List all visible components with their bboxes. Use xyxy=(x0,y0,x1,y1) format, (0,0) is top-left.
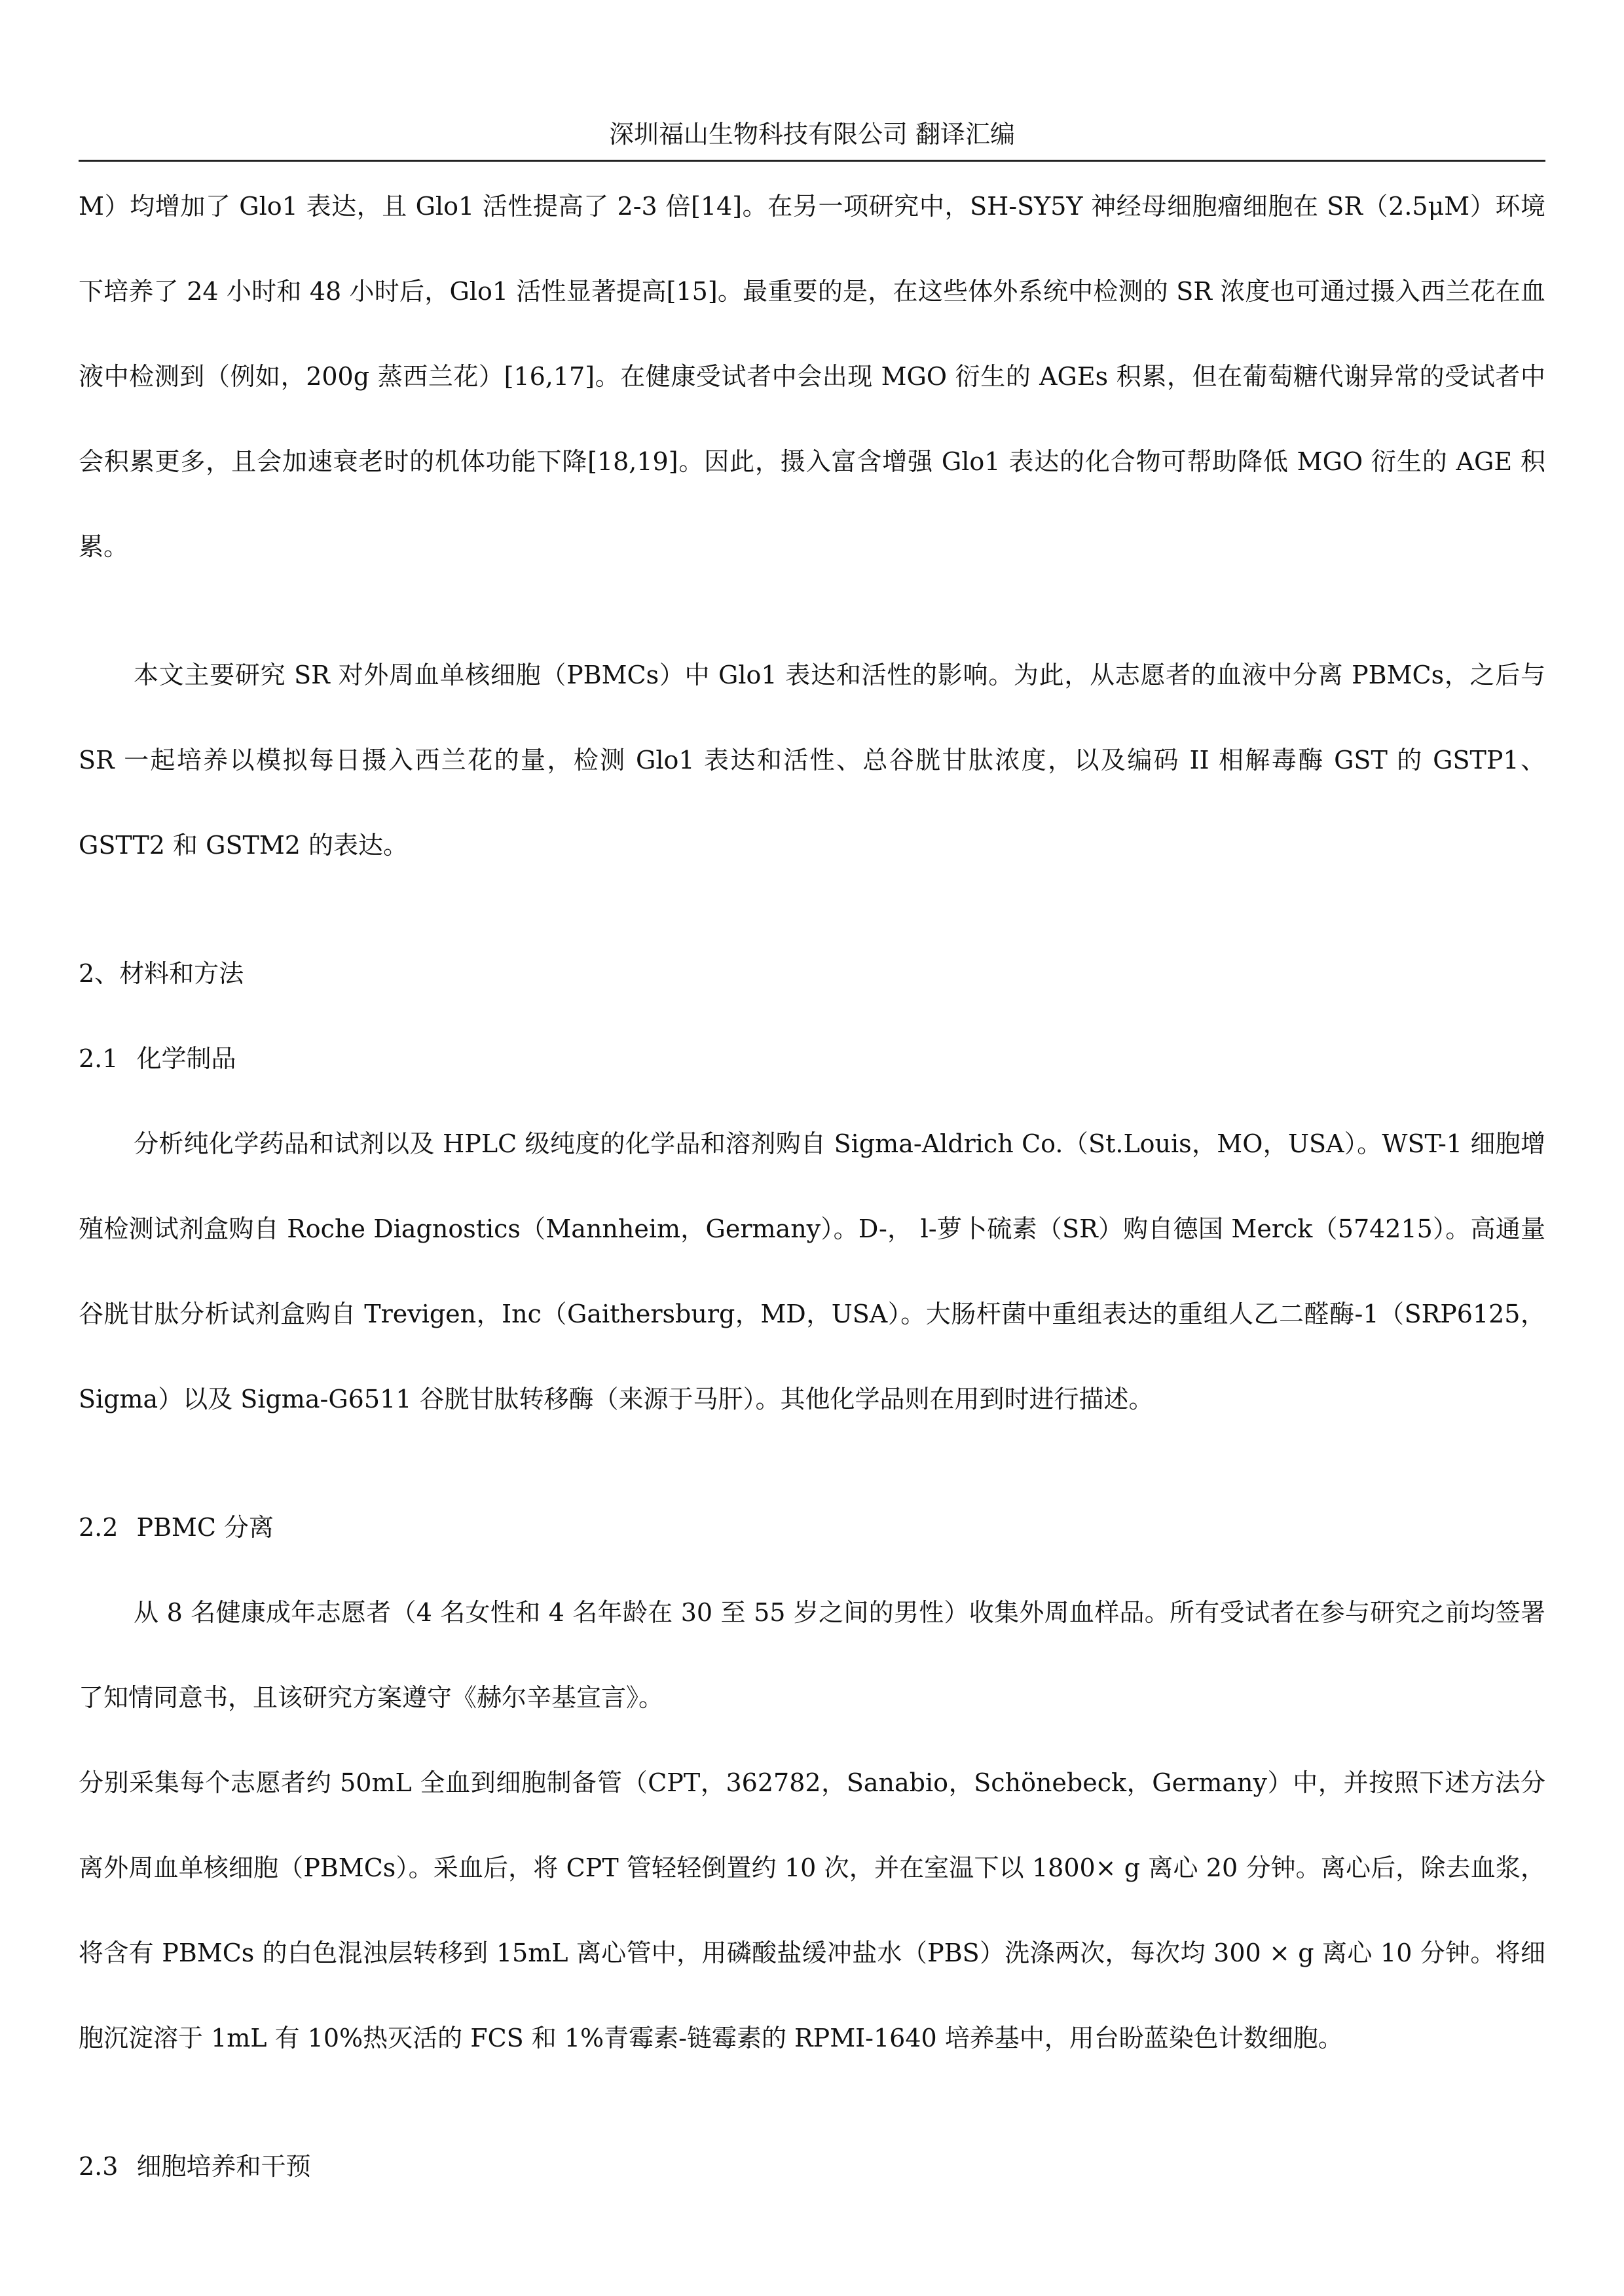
paragraph-pbmc-procedure: 分别采集每个志愿者约 50mL 全血到细胞制备管（CPT，362782，Sanabio，Schönebeck，Germany）中，并按照下述方法分离外周血单核细胞（PBMCs）。采血后，将 CPT 管轻轻倒置约 10 次，并在室温下以 1800× g 离心 20 分钟。离心后，除去血浆，将含有 PBMCs 的白色混浊层转移到 15mL 离心管中，用磷酸盐缓冲盐水（PBS）洗涤两次，每次均 300 × g 离心 10 分钟。将细胞沉淀溶于 1mL 有 10%热灭活的 FCS 和 1%青霉素-链霉素的 RPMI-1640 培养基中，用台盼蓝染色计数细胞。 xyxy=(79,1768,1545,2052)
section-title: PBMC 分离 xyxy=(136,1513,274,1542)
paragraph-glo1-background: M）均增加了 Glo1 表达，且 Glo1 活性提高了 2-3 倍[14]。在另一项研究中，SH-SY5Y 神经母细胞瘤细胞在 SR（2.5μM）环境下培养了 24 小时和 48 小时后，Glo1 活性显著提高[15]。最重要的是，在这些体外系统中检测的 SR 浓度也可通过摄入西兰花在血液中检测到（例如，200g 蒸西兰花）[16,17]。在健康受试者中会出现 MGO 衍生的 AGEs 积累，但在葡萄糖代谢异常的受试者中会积累更多，且会加速衰老时的机体功能下降[18,19]。因此，摄入富含增强 Glo1 表达的化合物可帮助降低 MGO 衍生的 AGE 积累。 xyxy=(79,192,1545,561)
section-number: 2.1 xyxy=(79,1044,119,1073)
paragraph-spacer xyxy=(79,888,1545,931)
document-header: 深圳福山生物科技有限公司 翻译汇编 xyxy=(608,120,1016,149)
section-title: 化学制品 xyxy=(136,1044,236,1073)
section-heading-cell-culture xyxy=(79,2124,1545,2209)
document-body xyxy=(79,164,1545,2209)
section-title: 细胞培养和干预 xyxy=(136,2152,311,2181)
paragraph-spacer xyxy=(79,2081,1545,2124)
paragraph-spacer xyxy=(79,1442,1545,1485)
header-divider xyxy=(79,160,1545,162)
paragraph-spacer xyxy=(79,589,1545,632)
section-heading-chemicals xyxy=(79,1016,1545,1101)
section-number: 2.2 xyxy=(79,1513,119,1542)
paragraph-chemicals: 分析纯化学药品和试剂以及 HPLC 级纯度的化学品和溶剂购自 Sigma-Aldrich Co.（St.Louis，MO，USA）。WST-1 细胞增殖检测试剂盒购自 Roche Diagnostics（Mannheim，Germany）。D-， l-萝卜硫素（SR）购自德国 Merck（574215）。高通量谷胱甘肽分析试剂盒购自 Trevigen，Inc（Gaithersburg，MD，USA）。大肠杆菌中重组表达的重组人乙二醛酶-1（SRP6125，Sigma）以及 Sigma-G6511 谷胱甘肽转移酶（来源于马肝）。其他化学品则在用到时进行描述。 xyxy=(79,1129,1545,1413)
paragraph-volunteers: 从 8 名健康成年志愿者（4 名女性和 4 名年龄在 30 至 55 岁之间的男性）收集外周血样品。所有受试者在参与研究之前均签署了知情同意书，且该研究方案遵守《赫尔辛基宣言》。 xyxy=(79,1598,1545,1712)
section-number: 2.3 xyxy=(79,2152,119,2181)
paragraph-study-aim: 本文主要研究 SR 对外周血单核细胞（PBMCs）中 Glo1 表达和活性的影响。为此，从志愿者的血液中分离 PBMCs，之后与 SR 一起培养以模拟每日摄入西兰花的量，检测 Glo1 表达和活性、总谷胱甘肽浓度，以及编码 II 相解毒酶 GST 的 GSTP1、GSTT2 和 GSTM2 的表达。 xyxy=(79,661,1545,860)
section-heading-pbmc-isolation xyxy=(79,1485,1545,1570)
section-heading-materials-methods: 2、材料和方法 xyxy=(79,959,244,988)
